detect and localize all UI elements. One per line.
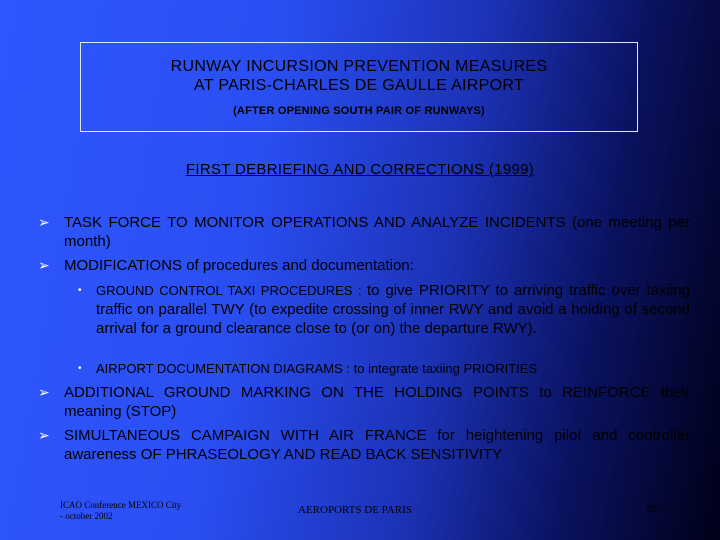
bullet-campaign	[38, 426, 690, 464]
title-box	[80, 42, 638, 132]
footer-conference-line-2: - october 2002	[60, 511, 113, 521]
bullet-modifications	[38, 256, 690, 275]
arrow-bullet-icon: ➢	[38, 214, 50, 230]
bullet-text: SIMULTANEOUS CAMPAIGN WITH AIR FRANCE for heightening pilot and controller awareness OF PHRASEOLOGY AND READ BACK SENSITIVITY	[64, 427, 690, 463]
title-line-2: AT PARIS-CHARLES DE GAULLE AIRPORT	[194, 77, 524, 94]
sub-bullet-ground-control	[78, 281, 690, 338]
arrow-bullet-icon: ➢	[38, 427, 50, 443]
footer-conference-line-1: ICAO Conference MEXICO City	[60, 500, 182, 510]
footer-conference	[60, 500, 210, 522]
bullet-text: MODIFICATIONS of procedures and documentation:	[64, 257, 414, 274]
title-subheading: (AFTER OPENING SOUTH PAIR OF RUNWAYS)	[233, 105, 485, 117]
page-number: 20	[646, 503, 657, 515]
section-heading: FIRST DEBRIEFING AND CORRECTIONS (1999)	[185, 161, 535, 178]
bullet-task-force	[38, 213, 690, 251]
sub-bullet-airport-documentation	[78, 359, 690, 378]
title-line-1: RUNWAY INCURSION PREVENTION MEASURES	[170, 58, 548, 75]
dot-bullet-icon: •	[78, 285, 82, 296]
sub-bullet-text: to give PRIORITY to arriving traffic over taxiing traffic on parallel TWY (to expedite crossing of inner RWY and avoid a holding of second arrival for a ground clearance close to (or on) the departure RWY).	[96, 282, 690, 337]
sub-bullet-prefix: GROUND CONTROL TAXI PROCEDURES :	[96, 283, 367, 298]
arrow-bullet-icon: ➢	[38, 257, 50, 273]
bullet-text: TASK FORCE TO MONITOR OPERATIONS AND ANALYZE INCIDENTS (one meeting per month)	[64, 214, 690, 250]
sub-bullet-text: AIRPORT DOCUMENTATION DIAGRAMS : to integrate taxiing PRIORITIES	[96, 361, 538, 376]
bullet-ground-marking	[38, 383, 690, 421]
footer-organization: AEROPORTS DE PARIS	[298, 504, 412, 516]
arrow-bullet-icon: ➢	[38, 384, 50, 400]
dot-bullet-icon: •	[78, 363, 82, 374]
bullet-text: ADDITIONAL GROUND MARKING ON THE HOLDING POINTS to REINFORCE their meaning (STOP)	[64, 384, 690, 420]
